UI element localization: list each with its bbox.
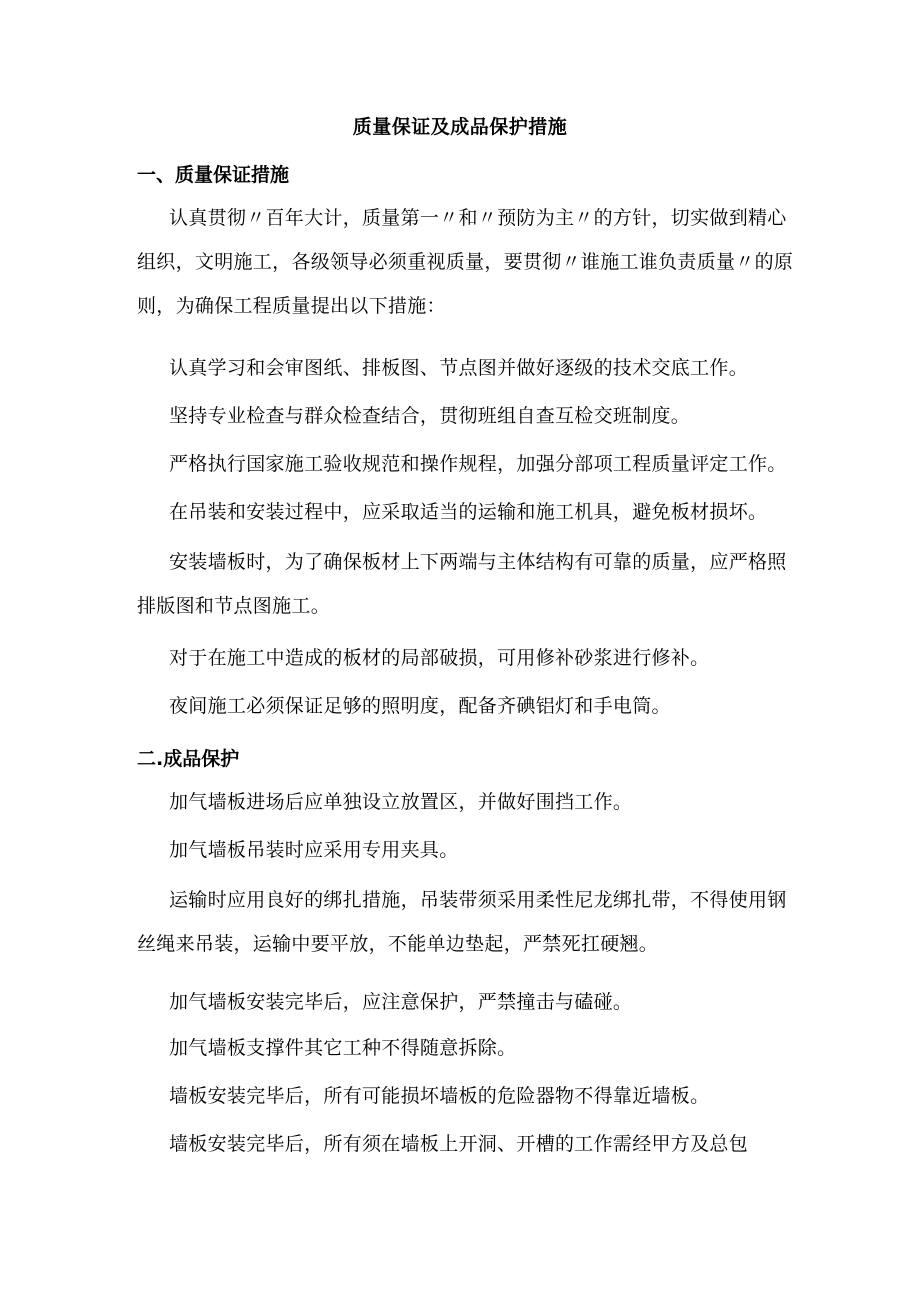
paragraph: 认真贯彻〃百年大计，质量第一〃和〃预防为主〃的方针，切实做到精心组织，文明施工，各级领导必须重视质量，要贯彻〃谁施工谁负责质量〃的原则，为确保工程质量提出以下措施： <box>137 207 794 317</box>
paragraph: 加气墙板吊装时应采用专用夹具。 <box>169 839 459 861</box>
paragraph: 坚持专业检查与群众检查结合，贯彻班组自查互检交班制度。 <box>169 405 691 427</box>
paragraph: 严格执行国家施工验收规范和操作规程，加强分部项工程质量评定工作。 <box>169 453 787 475</box>
paragraph: 夜间施工必须保证足够的照明度，配备齐碘铝灯和手电筒。 <box>169 695 671 717</box>
paragraph: 运输时应用良好的绑扎措施，吊装带须采用柔性尼龙绑扎带，不得使用钢丝绳来吊装，运输中要平放，不能单边垫起，严禁死扛硬翘。 <box>137 889 787 955</box>
paragraph: 墙板安装完毕后，所有须在墙板上开洞、开槽的工作需经甲方及总包 <box>169 1133 749 1155</box>
paragraph: 在吊装和安装过程中，应采取适当的运输和施工机具，避免板材损坏。 <box>169 501 768 523</box>
paragraph: 认真学习和会审图纸、排板图、节点图并做好逐级的技术交底工作。 <box>169 357 749 379</box>
paragraph: 加气墙板安装完毕后，应注意保护，严禁撞击与磕碰。 <box>169 991 633 1013</box>
paragraph: 墙板安装完毕后，所有可能损坏墙板的危险器物不得靠近墙板。 <box>169 1085 710 1107</box>
section-heading-protection: 二.成品保护 <box>137 748 240 770</box>
section-heading-quality: 一、质量保证措施 <box>137 164 290 186</box>
paragraph: 加气墙板支撑件其它工种不得随意拆除。 <box>169 1037 517 1059</box>
paragraph: 对于在施工中造成的板材的局部破损，可用修补砂浆进行修补。 <box>169 647 710 669</box>
paragraph: 安装墙板时，为了确保板材上下两端与主体结构有可靠的质量，应严格照排版图和节点图施工。 <box>137 551 787 617</box>
document-title: 质量保证及成品保护措施 <box>352 116 568 138</box>
paragraph: 加气墙板进场后应单独设立放置区，并做好围挡工作。 <box>169 791 633 813</box>
